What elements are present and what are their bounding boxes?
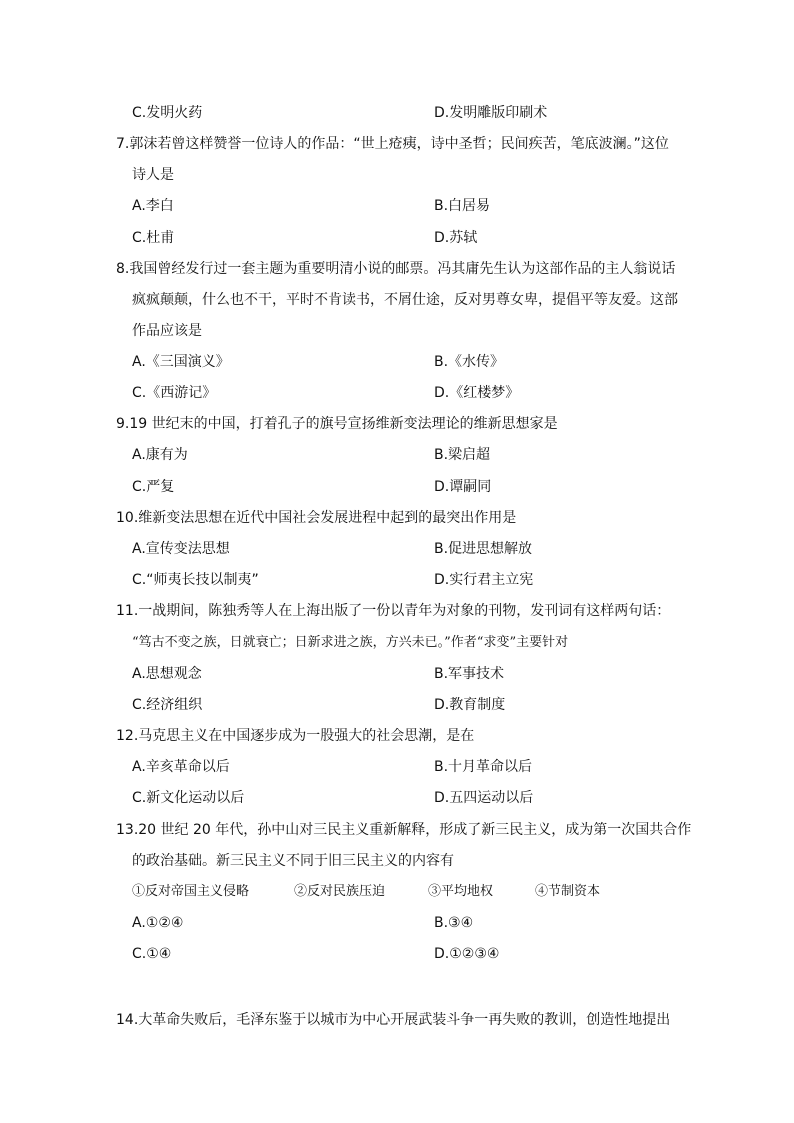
question-8-option-d: D.《红楼梦》 bbox=[434, 385, 520, 401]
question-9-option-a: A.康有为 bbox=[132, 447, 188, 463]
statement-1: ①反对帝国主义侵略 bbox=[132, 884, 250, 899]
question-10-option-d: D.实行君主立宪 bbox=[434, 572, 534, 588]
statement-3: ③平均地权 bbox=[428, 884, 494, 899]
question-9-option-d: D.谭嗣同 bbox=[434, 479, 492, 495]
question-12-option-c: C.新文化运动以后 bbox=[132, 790, 245, 806]
question-11-text: 11.一战期间，陈独秀等人在上海出版了一份以青年为对象的刊物，发刊词有这样两句话： bbox=[116, 603, 671, 619]
statement-4: ④节制资本 bbox=[535, 884, 601, 899]
question-13-text-cont: 的政治基础。新三民主义不同于旧三民主义的内容有 bbox=[132, 853, 454, 869]
question-9-option-b: B.梁启超 bbox=[434, 447, 491, 463]
question-7-option-c: C.杜甫 bbox=[132, 230, 175, 246]
option-d: D.发明雕版印刷术 bbox=[434, 105, 548, 121]
question-11-quote: “笃古不变之族，日就衰亡；日新求进之族，方兴未已。”作者“求变”主要针对 bbox=[132, 635, 569, 650]
question-10-option-b: B.促进思想解放 bbox=[434, 541, 533, 557]
question-9-text: 9.19 世纪末的中国，打着孔子的旗号宣扬维新变法理论的维新思想家是 bbox=[116, 416, 558, 432]
question-12-text: 12.马克思主义在中国逐步成为一股强大的社会思潮，是在 bbox=[116, 728, 475, 744]
question-11-option-b: B.军事技术 bbox=[434, 666, 505, 682]
question-8-option-a: A.《三国演义》 bbox=[132, 354, 230, 370]
question-7-text-cont: 诗人是 bbox=[132, 167, 174, 183]
question-7-option-b: B.白居易 bbox=[434, 198, 491, 214]
question-12-option-d: D.五四运动以后 bbox=[434, 790, 534, 806]
question-8-text-cont: 作品应该是 bbox=[132, 323, 202, 339]
question-8-text-cont: 疯疯颠颠，什么也不干，平时不肯读书，不屑仕途，反对男尊女卑，提倡平等友爱。这部 bbox=[132, 292, 678, 308]
question-8-option-c: C.《西游记》 bbox=[132, 385, 217, 401]
question-9-option-c: C.严复 bbox=[132, 479, 175, 495]
question-13-option-b: B.③④ bbox=[434, 915, 474, 931]
question-11-option-a: A.思想观念 bbox=[132, 666, 202, 682]
question-7-option-a: A.李白 bbox=[132, 198, 174, 214]
question-10-option-c: C.“师夷长技以制夷” bbox=[132, 572, 259, 588]
question-12-option-b: B.十月革命以后 bbox=[434, 759, 533, 775]
question-8-text: 8.我国曾经发行过一套主题为重要明清小说的邮票。冯其庸先生认为这部作品的主人翁说话 bbox=[116, 261, 676, 277]
question-13-option-a: A.①②④ bbox=[132, 915, 184, 931]
question-14-text: 14.大革命失败后，毛泽东鉴于以城市为中心开展武装斗争一再失败的教训，创造性地提出 bbox=[116, 1012, 671, 1028]
question-8-option-b: B.《水传》 bbox=[434, 354, 505, 370]
question-10-option-a: A.宣传变法思想 bbox=[132, 541, 230, 557]
option-c: C.发明火药 bbox=[132, 105, 203, 121]
question-13-statements bbox=[0, 883, 794, 901]
question-10-text: 10.维新变法思想在近代中国社会发展进程中起到的最突出作用是 bbox=[116, 510, 517, 526]
question-7-text: 7.郭沫若曾这样赞誉一位诗人的作品：“世上疮痍，诗中圣哲；民间疾苦，笔底波澜。”这位 bbox=[116, 136, 669, 152]
question-12-option-a: A.辛亥革命以后 bbox=[132, 759, 230, 775]
question-7-option-d: D.苏轼 bbox=[434, 230, 478, 246]
question-13-text: 13.20 世纪 20 年代，孙中山对三民主义重新解释，形成了新三民主义，成为第一次国共合作 bbox=[116, 822, 692, 838]
question-13-option-c: C.①④ bbox=[132, 946, 172, 962]
question-13-option-d: D.①②③④ bbox=[434, 946, 500, 962]
statement-2: ②反对民族压迫 bbox=[294, 884, 386, 899]
question-11-option-c: C.经济组织 bbox=[132, 697, 203, 713]
question-11-option-d: D.教育制度 bbox=[434, 697, 506, 713]
